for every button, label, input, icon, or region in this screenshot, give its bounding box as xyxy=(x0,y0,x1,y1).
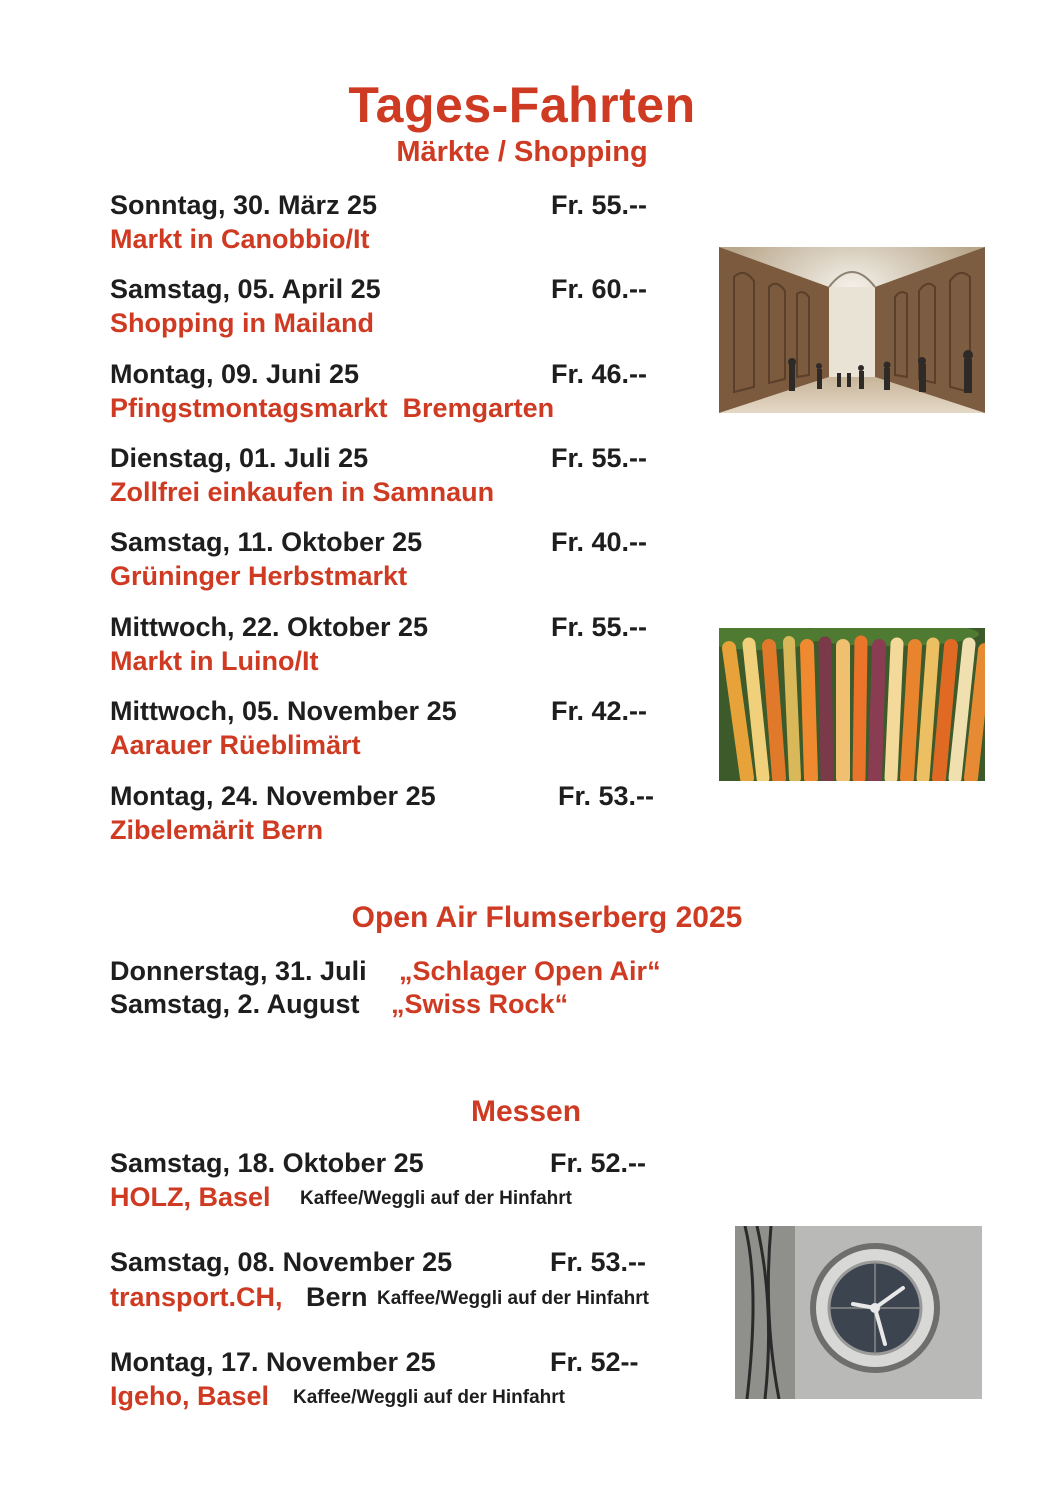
open-air-date: Donnerstag, 31. Juli xyxy=(110,956,367,986)
trip-price: Fr. 40.-- xyxy=(551,527,648,557)
fair-note: Kaffee/Weggli auf der Hinfahrt xyxy=(293,1387,566,1408)
trip-destination: Pfingstmontagsmarkt Bremgarten xyxy=(110,393,555,423)
trip-date: Mittwoch, 05. November 25 xyxy=(110,696,457,726)
fair-name: transport.CH, xyxy=(110,1282,283,1312)
open-air-date: Samstag, 2. August xyxy=(110,989,360,1019)
trip-date: Sonntag, 30. März 25 xyxy=(110,190,378,220)
trip-price: Fr. 55.-- xyxy=(551,190,648,220)
fair-date: Samstag, 08. November 25 xyxy=(110,1247,453,1277)
trip-destination: Shopping in Mailand xyxy=(110,308,374,338)
open-air-event: „Schlager Open Air“ xyxy=(399,956,661,986)
fair-price: Fr. 53.-- xyxy=(550,1247,647,1277)
fair-date: Montag, 17. November 25 xyxy=(110,1347,436,1377)
trip-price: Fr. 42.-- xyxy=(551,696,648,726)
trip-price: Fr. 60.-- xyxy=(551,274,648,304)
trip-destination: Markt in Canobbio/It xyxy=(110,224,370,254)
trip-destination: Grüninger Herbstmarkt xyxy=(110,561,408,591)
carrots-market-photo xyxy=(719,628,985,781)
fair-city: Bern xyxy=(306,1282,368,1312)
open-air-event: „Swiss Rock“ xyxy=(391,989,569,1019)
trip-price: Fr. 46.-- xyxy=(551,359,648,389)
fair-note: Kaffee/Weggli auf der Hinfahrt xyxy=(300,1188,573,1209)
trip-price: Fr. 55.-- xyxy=(551,443,648,473)
trip-date: Samstag, 05. April 25 xyxy=(110,274,381,304)
messen-heading: Messen xyxy=(470,1095,582,1128)
fair-price: Fr. 52.-- xyxy=(550,1148,647,1178)
fair-name: Igeho, Basel xyxy=(110,1381,270,1411)
trip-date: Samstag, 11. Oktober 25 xyxy=(110,527,423,557)
fair-date: Samstag, 18. Oktober 25 xyxy=(110,1148,424,1178)
trade-fair-clock-photo xyxy=(735,1226,982,1399)
galleria-mailand-photo xyxy=(719,247,985,413)
page-subtitle: Märkte / Shopping xyxy=(396,136,648,168)
trip-date: Dienstag, 01. Juli 25 xyxy=(110,443,369,473)
trip-date: Montag, 09. Juni 25 xyxy=(110,359,360,389)
trip-date: Mittwoch, 22. Oktober 25 xyxy=(110,612,429,642)
trip-destination: Zibelemärit Bern xyxy=(110,815,324,845)
fair-note: Kaffee/Weggli auf der Hinfahrt xyxy=(377,1288,650,1309)
fair-price: Fr. 52-- xyxy=(550,1347,639,1377)
trip-destination: Zollfrei einkaufen in Samnaun xyxy=(110,477,495,507)
open-air-heading: Open Air Flumserberg 2025 xyxy=(351,901,743,934)
fair-name: HOLZ, Basel xyxy=(110,1182,271,1212)
page-title: Tages-Fahrten xyxy=(348,77,696,133)
trip-date: Montag, 24. November 25 xyxy=(110,781,436,811)
trip-price: Fr. 55.-- xyxy=(551,612,648,642)
trip-destination: Markt in Luino/It xyxy=(110,646,319,676)
trip-destination: Aarauer Rüeblimärt xyxy=(110,730,361,760)
trip-price: Fr. 53.-- xyxy=(558,781,655,811)
